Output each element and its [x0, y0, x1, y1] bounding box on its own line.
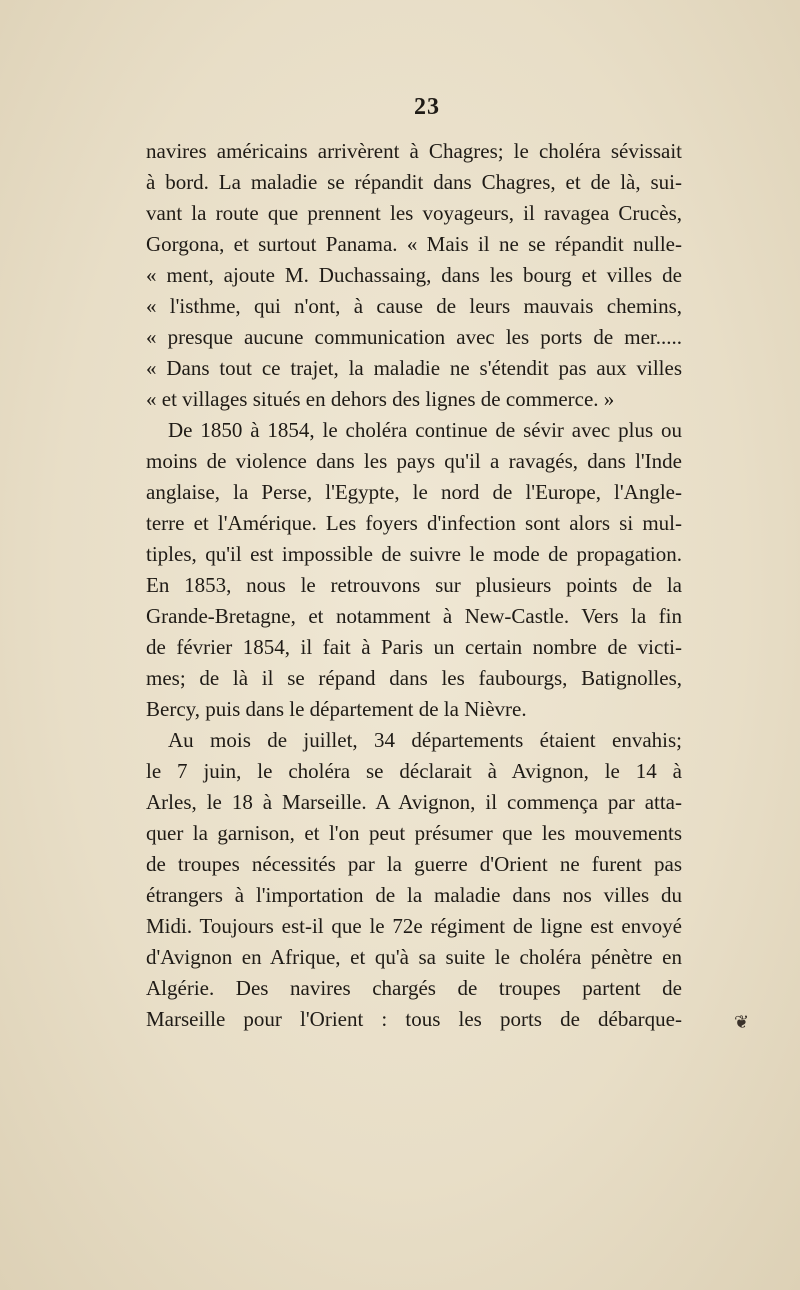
text-line: d'Avignon en Afrique, et qu'à sa suite le choléra pénètre en	[146, 945, 682, 969]
text-line: « Dans tout ce trajet, la maladie ne s'étendit pas aux villes	[146, 356, 682, 380]
text-line: anglaise, la Perse, l'Egypte, le nord de l'Europe, l'Angle-	[146, 480, 682, 504]
text-line: tiples, qu'il est impossible de suivre le mode de propagation.	[146, 542, 682, 566]
text-line: « ment, ajoute M. Duchassaing, dans les bourg et villes de	[146, 263, 682, 287]
text-line: mes; de là il se répand dans les faubourgs, Batignolles,	[146, 666, 682, 690]
text-line: à bord. La maladie se répandit dans Chagres, et de là, sui-	[146, 170, 682, 194]
text-line: vant la route que prennent les voyageurs, il ravagea Crucès,	[146, 201, 682, 225]
text-line: moins de violence dans les pays qu'il a ravagés, dans l'Inde	[146, 449, 682, 473]
text-line: Grande-Bretagne, et notamment à New-Castle. Vers la fin	[146, 604, 682, 628]
text-line: Midi. Toujours est-il que le 72e régiment de ligne est envoyé	[146, 914, 682, 938]
text-line: de février 1854, il fait à Paris un certain nombre de victi-	[146, 635, 682, 659]
text-line: « presque aucune communication avec les ports de mer.....	[146, 325, 682, 349]
text-line: Bercy, puis dans le département de la Nièvre.	[146, 697, 527, 721]
text-line: « et villages situés en dehors des lignes de commerce. »	[146, 387, 615, 411]
body-text	[146, 136, 682, 1035]
text-line: de troupes nécessités par la guerre d'Orient ne furent pas	[146, 852, 682, 876]
text-line: terre et l'Amérique. Les foyers d'infection sont alors si mul-	[146, 511, 682, 535]
text-line: En 1853, nous le retrouvons sur plusieurs points de la	[146, 573, 682, 597]
text-line: étrangers à l'importation de la maladie dans nos villes du	[146, 883, 682, 907]
text-line: « l'isthme, qui n'ont, à cause de leurs mauvais chemins,	[146, 294, 682, 318]
page-number: 23	[414, 94, 440, 120]
text-line: Au mois de juillet, 34 départements étaient envahis;	[168, 728, 682, 752]
text-line: navires américains arrivèrent à Chagres; le choléra sévissait	[146, 139, 682, 163]
text-line: Marseille pour l'Orient : tous les ports de débarque-	[146, 1007, 682, 1031]
text-line: le 7 juin, le choléra se déclarait à Avignon, le 14 à	[146, 759, 682, 783]
text-line: Gorgona, et surtout Panama. « Mais il ne se répandit nulle-	[146, 232, 682, 256]
text-line: De 1850 à 1854, le choléra continue de sévir avec plus ou	[168, 418, 682, 442]
text-line: quer la garnison, et l'on peut présumer que les mouvements	[146, 821, 682, 845]
text-line: Algérie. Des navires chargés de troupes partent de	[146, 976, 682, 1000]
text-line: Arles, le 18 à Marseille. A Avignon, il commença par atta-	[146, 790, 682, 814]
margin-ornament: ❦	[734, 1012, 750, 1032]
